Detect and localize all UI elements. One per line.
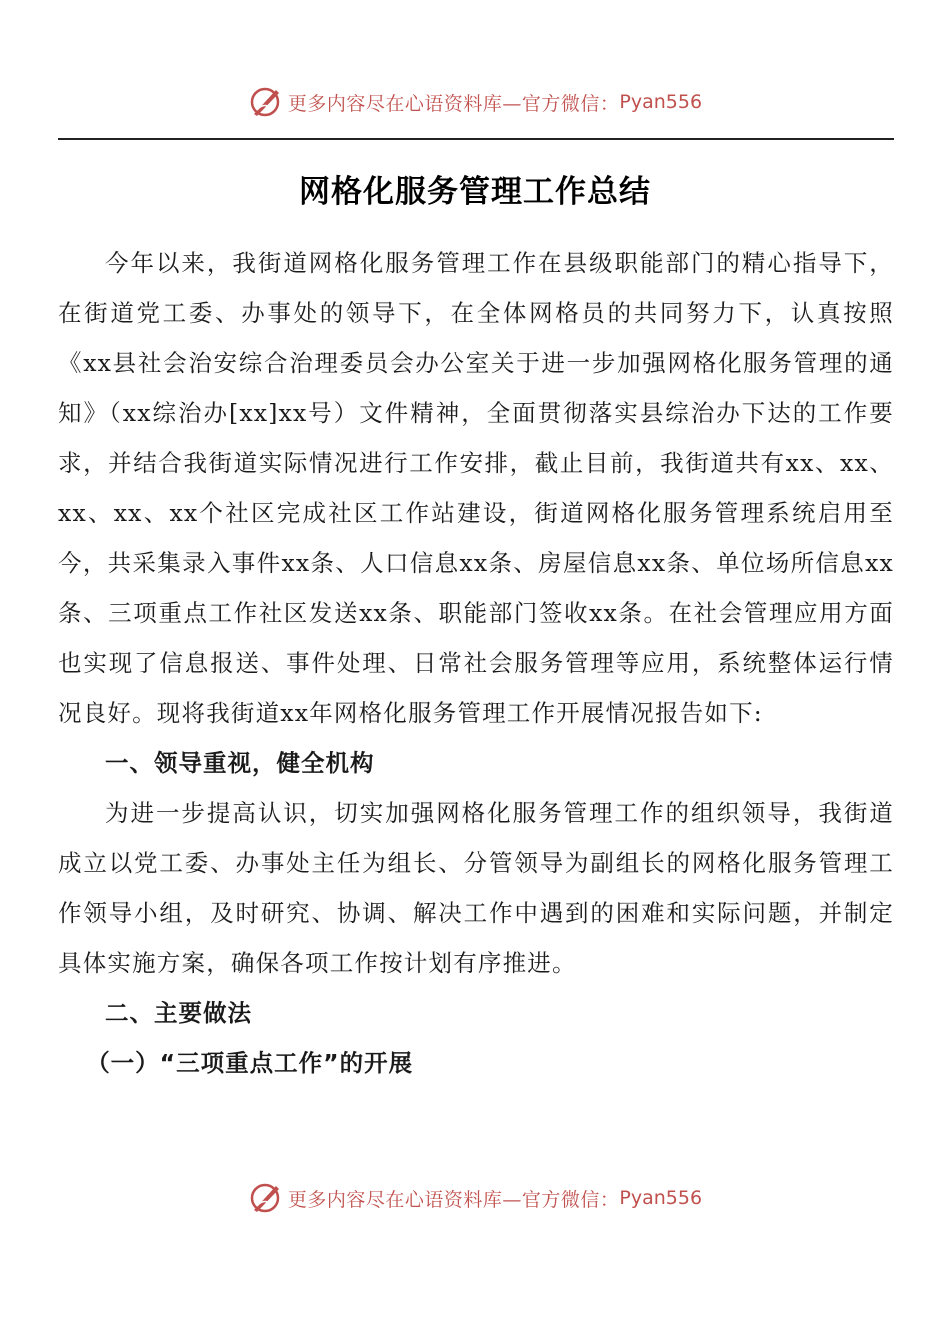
header-divider (58, 138, 894, 140)
wechat-id: Pyan556 (619, 91, 703, 113)
document-body (58, 238, 894, 1088)
subsection-1-heading: （一）“三项重点工作”的开展 (86, 1049, 414, 1077)
document-title: 网格化服务管理工作总结 (299, 174, 651, 210)
footer-banner (0, 1178, 950, 1218)
banner-text: 更多内容尽在心语资料库—官方微信： (287, 92, 620, 115)
pen-logo-icon (248, 84, 284, 120)
section-1-heading: 一、领导重视，健全机构 (105, 749, 375, 777)
wechat-id: Pyan556 (619, 1187, 703, 1209)
pen-logo-icon (248, 1180, 284, 1216)
section-2-heading: 二、主要做法 (105, 999, 252, 1027)
header-banner (0, 82, 950, 122)
section-1-paragraph: 为进一步提高认识，切实加强网格化服务管理工作的组织领导，我街道成立以党工委、办事处主任为组长、分管领导为副组长的网格化服务管理工作领导小组，及时研究、协调、解决工作中遇到的困难和实际问题，并制定具体实施方案，确保各项工作按计划有序推进。 (58, 799, 894, 977)
intro-paragraph: 今年以来，我街道网格化服务管理工作在县级职能部门的精心指导下，在街道党工委、办事处的领导下，在全体网格员的共同努力下，认真按照《xx县社会治安综合治理委员会办公室关于进一步加强网格化服务管理的通知》（xx综治办[xx]xx号）文件精神，全面贯彻落实县综治办下达的工作要求，并结合我街道实际情况进行工作安排，截止目前，我街道共有xx、xx、xx、xx、xx个社区完成社区工作站建设，街道网格化服务管理系统启用至今，共采集录入事件xx条、人口信息xx条、房屋信息xx条、单位场所信息xx条、三项重点工作社区发送xx条、职能部门签收xx条。在社会管理应用方面也实现了信息报送、事件处理、日常社会服务管理等应用，系统整体运行情况良好。现将我街道xx年网格化服务管理工作开展情况报告如下: (58, 249, 894, 727)
banner-text: 更多内容尽在心语资料库—官方微信： (287, 1188, 620, 1211)
